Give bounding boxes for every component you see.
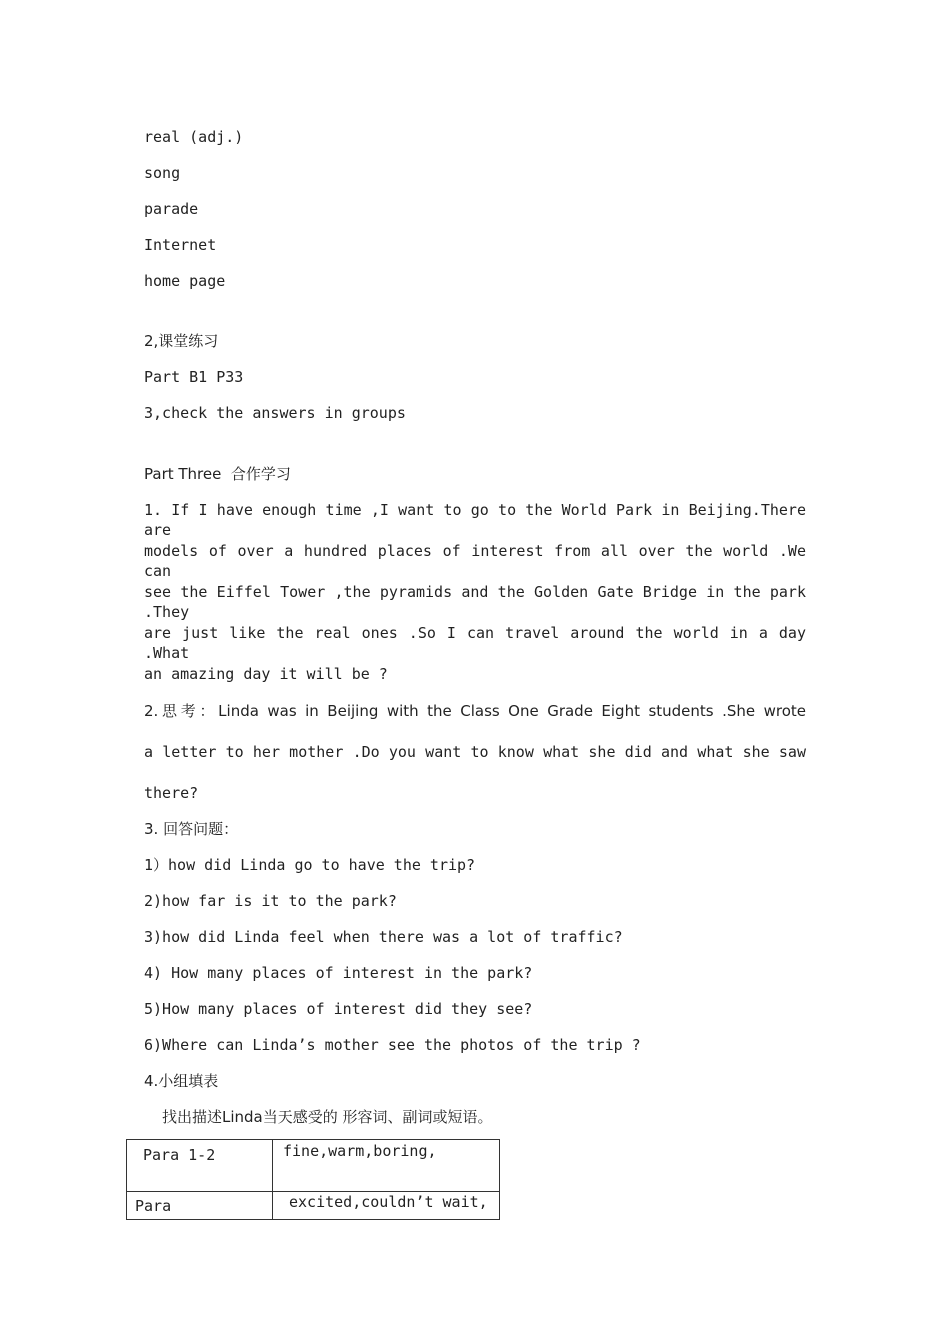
questions-heading: 3. 回答问题： [144, 820, 239, 838]
paragraph-line: there? [144, 784, 199, 802]
question-item: 1）how did Linda go to have the trip? [144, 856, 476, 874]
paragraph-line: 2.思考：Linda was in Beijing with the Class One Grade Eight students .She wrote [144, 702, 806, 720]
question-item: 6)Where can Linda’s mother see the photos of the trip ? [144, 1036, 641, 1054]
practice-heading: 2,课堂练习 [144, 332, 219, 350]
question-item: 5)How many places of interest did they see? [144, 1000, 533, 1018]
question-item: 2)how far is it to the park? [144, 892, 397, 910]
paragraph-line: see the Eiffel Tower ,the pyramids and the Golden Gate Bridge in the park .They [144, 583, 806, 621]
part-three-heading: Part Three 合作学习 [144, 465, 291, 483]
table-row [127, 1140, 500, 1192]
para-label: Para 1-2 [143, 1146, 216, 1164]
vocab-item: Internet [144, 236, 217, 254]
feelings-table [126, 1139, 500, 1220]
feeling-words: fine,warm,boring, [283, 1142, 437, 1160]
vocab-item: home page [144, 272, 226, 290]
paragraph-line: models of over a hundred places of interest from all over the world .We can [144, 542, 806, 580]
task-instruction: 找出描述Linda当天感受的 形容词、副词或短语。 [162, 1108, 493, 1126]
question-item: 4) How many places of interest in the park? [144, 964, 533, 982]
task-heading: 4.小组填表 [144, 1072, 219, 1090]
question-item: 3)how did Linda feel when there was a lot of traffic? [144, 928, 623, 946]
paragraph-line: a letter to her mother .Do you want to know what she did and what she saw [144, 743, 806, 761]
table-row [127, 1192, 500, 1220]
para-label: Para [135, 1197, 172, 1215]
paragraph-line: an amazing day it will be ? [144, 665, 388, 683]
practice-check: 3,check the answers in groups [144, 404, 406, 422]
vocab-item: real (adj.) [144, 128, 244, 146]
paragraph-line: are just like the real ones .So I can travel around the world in a day .What [144, 624, 806, 662]
feeling-words: excited,couldn’t wait, [289, 1193, 488, 1211]
vocab-item: song [144, 164, 181, 182]
practice-part: Part B1 P33 [144, 368, 244, 386]
vocab-item: parade [144, 200, 199, 218]
paragraph-line: 1. If I have enough time ,I want to go to the World Park in Beijing.There are [144, 501, 806, 539]
